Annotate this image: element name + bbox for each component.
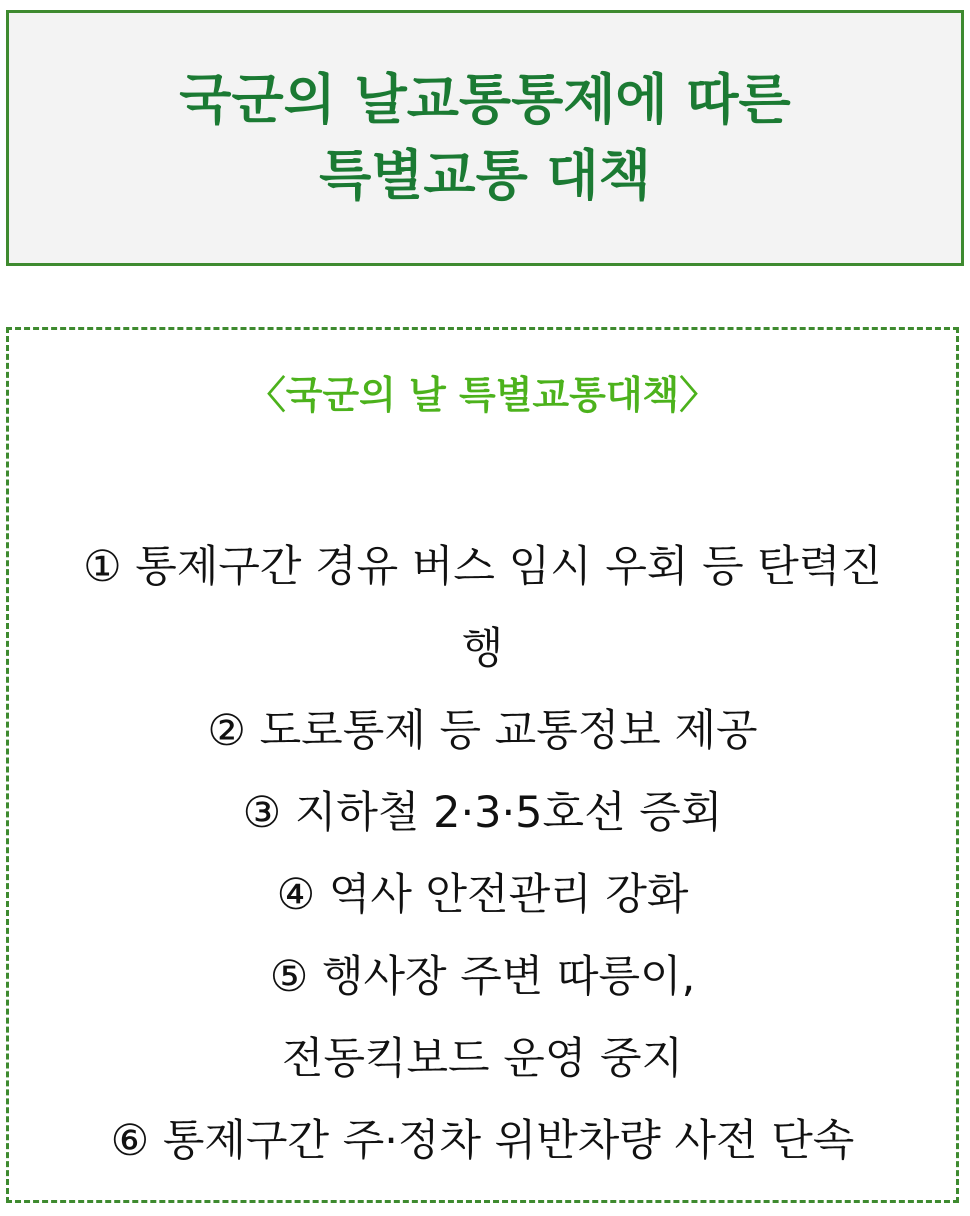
title-line-2: 특별교통 대책	[319, 144, 651, 207]
measure-line: ③ 지하철 2·3·5호선 증회	[242, 788, 723, 838]
measure-line: ① 통제구간 경유 버스 임시 우회 등 탄력진	[83, 542, 882, 592]
measure-line: ⑥ 통제구간 주·정차 위반차량 사전 단속	[110, 1116, 855, 1166]
measure-line: ② 도로통제 등 교통정보 제공	[207, 706, 758, 756]
measures-list	[9, 526, 956, 1182]
measure-line: 전동킥보드 운영 중지	[281, 1034, 684, 1084]
measure-line: 행	[461, 624, 504, 674]
title-line-1: 국군의 날교통통제에 따른	[179, 68, 791, 131]
measure-line: ⑤ 행사장 주변 따릉이,	[269, 952, 696, 1002]
section-subtitle: 〈국군의 날 특별교통대책〉	[247, 373, 718, 417]
content-box	[6, 327, 959, 1203]
measure-line: ④ 역사 안전관리 강화	[276, 870, 689, 920]
title-box	[6, 10, 964, 266]
